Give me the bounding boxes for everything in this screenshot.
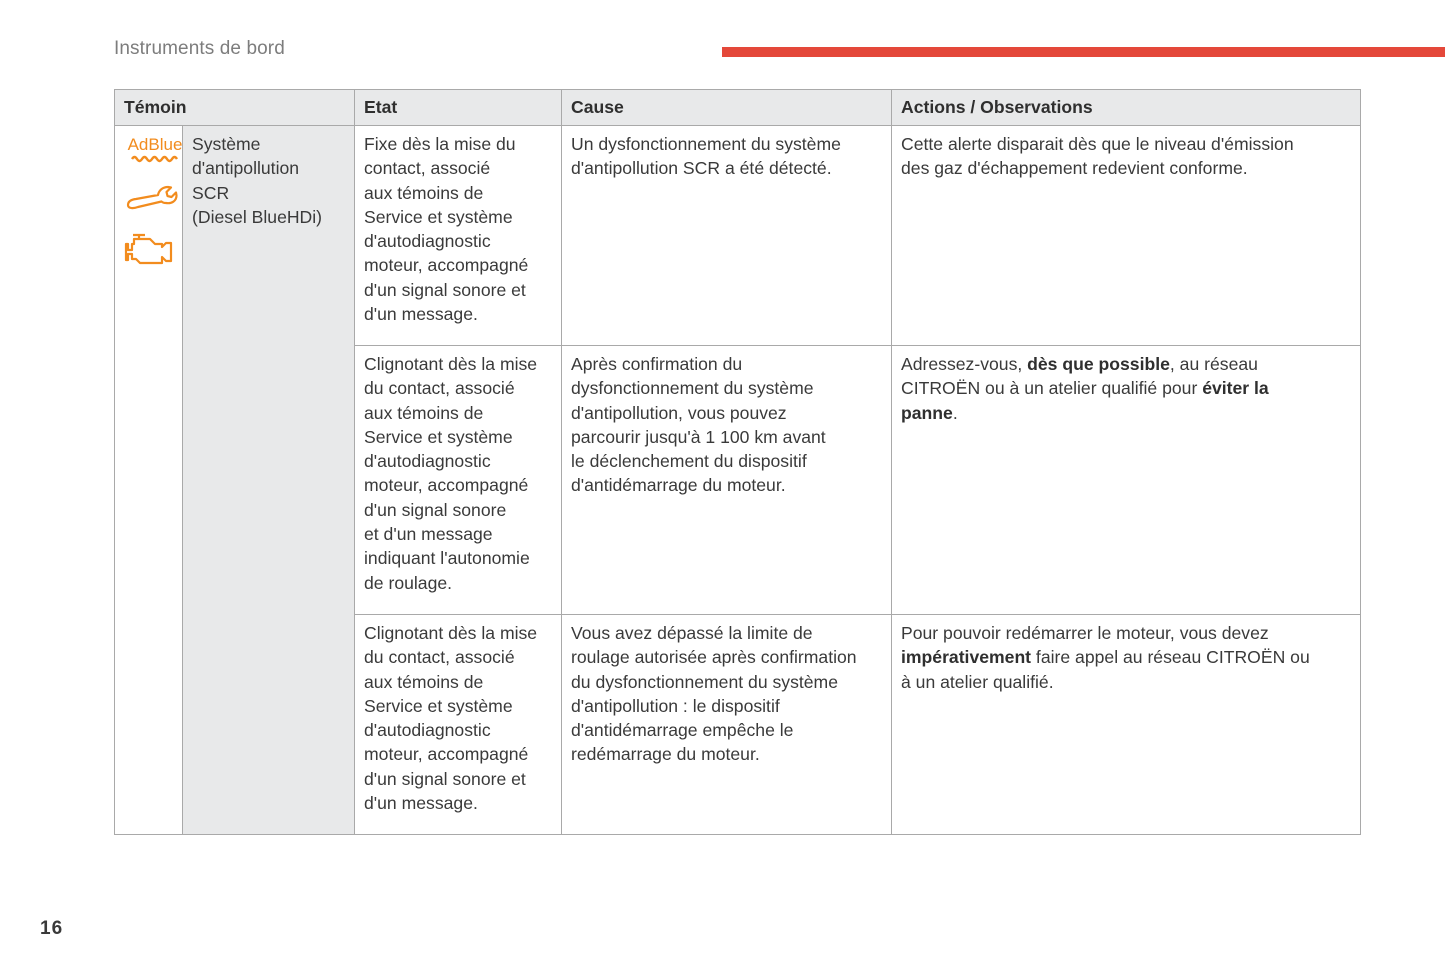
text-line: parcourir jusqu'à 1 100 km avant: [571, 426, 826, 447]
warning-lights-table: [114, 89, 1361, 835]
emphasis-text: panne: [901, 402, 953, 423]
etat-cell: [355, 615, 562, 835]
text-line: Service et système: [364, 206, 513, 227]
adblue-icon: [124, 134, 186, 166]
text-line: Un dysfonctionnement du système: [571, 134, 841, 154]
table-row: [115, 126, 1361, 346]
text-line: du contact, associé: [364, 647, 515, 668]
text-span: faire appel au réseau CITROËN ou: [1031, 647, 1310, 668]
text-line: moteur, accompagné: [364, 744, 529, 765]
etat-cell: [355, 126, 562, 346]
text-line: Service et système: [364, 426, 513, 447]
text-line: à un atelier qualifié.: [901, 671, 1054, 692]
column-header-cause: Cause: [562, 90, 892, 126]
wrench-icon: [124, 184, 182, 212]
indicator-icons-cell: [115, 126, 183, 835]
cause-cell: [562, 615, 892, 835]
text-line: [901, 401, 1351, 425]
text-line: de roulage.: [364, 572, 453, 593]
text-line: Clignotant dès la mise: [364, 354, 538, 374]
text-line: Clignotant dès la mise: [364, 623, 538, 643]
text-line: Service et système: [364, 695, 513, 716]
system-name-line: (Diesel BlueHDi): [192, 206, 323, 227]
text-line: d'antipollution, vous pouvez: [571, 402, 787, 423]
cause-cell: [562, 346, 892, 615]
text-line: d'un message.: [364, 793, 478, 814]
text-line: d'antipollution SCR a été détecté.: [571, 158, 832, 179]
text-line: des gaz d'échappement redevient conforme.: [901, 158, 1248, 179]
text-line: d'antidémarrage du moteur.: [571, 475, 786, 496]
etat-cell: [355, 346, 562, 615]
actions-cell: [892, 615, 1361, 835]
section-title: Instruments de bord: [114, 38, 285, 59]
actions-cell: [892, 346, 1361, 615]
actions-cell: [892, 126, 1361, 346]
system-name-cell: [183, 126, 355, 835]
text-span: Adressez-vous,: [901, 354, 1028, 374]
text-line: indiquant l'autonomie: [364, 548, 530, 569]
text-line: roulage autorisée après confirmation: [571, 647, 857, 668]
text-line: du contact, associé: [364, 378, 515, 399]
system-name-line: SCR: [192, 182, 230, 203]
text-line: moteur, accompagné: [364, 255, 529, 276]
emphasis-text: éviter la: [1202, 378, 1269, 399]
page-number: 16: [40, 918, 64, 939]
text-line: moteur, accompagné: [364, 475, 529, 496]
text-line: Après confirmation du: [571, 354, 743, 374]
engine-icon: [124, 232, 176, 270]
text-line: Pour pouvoir redémarrer le moteur, vous devez: [901, 623, 1269, 643]
system-name-line: Système: [192, 134, 261, 154]
text-line: [901, 376, 1351, 400]
text-line: d'un signal sonore: [364, 499, 507, 520]
text-line: du dysfonctionnement du système: [571, 671, 838, 692]
text-line: d'un message.: [364, 304, 478, 325]
text-line: d'un signal sonore et: [364, 768, 526, 789]
text-line: d'autodiagnostic: [364, 720, 491, 741]
text-line: d'un signal sonore et: [364, 279, 526, 300]
cause-cell: [562, 126, 892, 346]
text-line: Vous avez dépassé la limite de: [571, 623, 813, 643]
text-line: dysfonctionnement du système: [571, 378, 814, 399]
text-line: redémarrage du moteur.: [571, 744, 760, 765]
text-line: Cette alerte disparait dès que le niveau d'émission: [901, 134, 1294, 154]
text-span: , au réseau: [1169, 354, 1258, 374]
text-line: et d'un message: [364, 524, 493, 545]
column-header-etat: Etat: [355, 90, 562, 126]
text-line: aux témoins de: [364, 671, 484, 692]
text-span: .: [952, 402, 958, 423]
column-header-temoin: Témoin: [115, 90, 355, 126]
system-name-line: d'antipollution: [192, 158, 300, 179]
text-span: CITROËN ou à un atelier qualifié pour: [901, 378, 1203, 399]
text-line: aux témoins de: [364, 182, 484, 203]
emphasis-text: dès que possible: [1027, 354, 1170, 374]
text-line: contact, associé: [364, 158, 491, 179]
text-line: [901, 645, 1351, 669]
text-line: aux témoins de: [364, 402, 484, 423]
text-line: le déclenchement du dispositif: [571, 451, 807, 472]
text-line: Fixe dès la mise du: [364, 134, 516, 154]
table-header-row: [115, 90, 1361, 126]
text-line: d'antipollution : le dispositif: [571, 695, 780, 716]
accent-bar: [722, 47, 1445, 57]
column-header-actions: Actions / Observations: [892, 90, 1361, 126]
text-line: d'autodiagnostic: [364, 231, 491, 252]
text-line: d'antidémarrage empêche le: [571, 720, 794, 741]
text-line: d'autodiagnostic: [364, 451, 491, 472]
svg-text:AdBlue: AdBlue: [127, 135, 183, 154]
text-line: [901, 352, 1351, 376]
emphasis-text: impérativement: [901, 647, 1032, 668]
